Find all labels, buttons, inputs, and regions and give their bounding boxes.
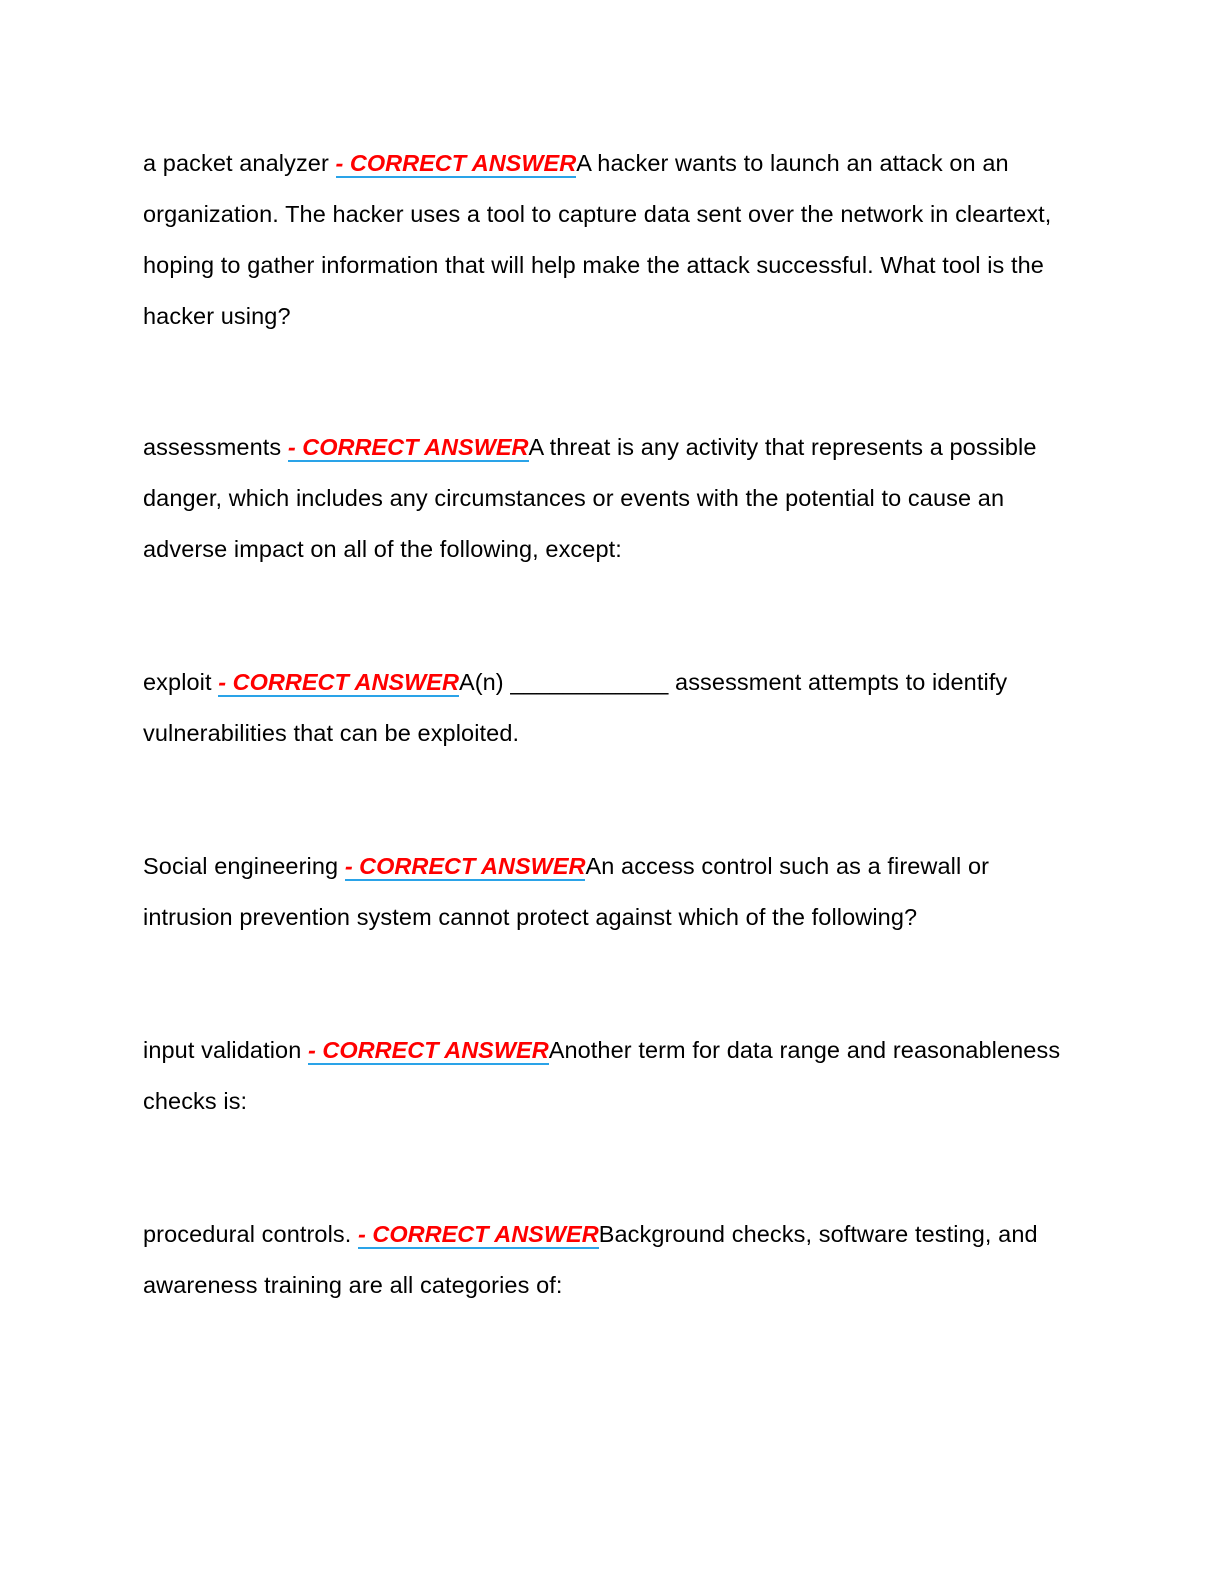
correct-answer-marker: - CORRECT ANSWER [218, 669, 459, 695]
qa-entry [143, 841, 1078, 943]
correct-answer-marker: - CORRECT ANSWER [344, 853, 586, 879]
answer-term: procedural controls. [143, 1221, 352, 1247]
question-text: Background checks, software testing, and awareness training are all categories of: [143, 1221, 1038, 1298]
qa-entry [143, 1209, 1078, 1311]
qa-entry [143, 657, 1078, 759]
question-text: An access control such as a firewall or intrusion prevention system cannot protect against which of the following? [143, 853, 990, 930]
qa-entry [143, 138, 1078, 342]
question-text: A threat is any activity that represents a possible danger, which includes any circumstances or events with the potential to cause an adverse impact on all of the following, except: [143, 434, 1037, 562]
answer-term: Social engineering [143, 853, 339, 879]
answer-term: a packet analyzer [143, 150, 329, 176]
question-text: A hacker wants to launch an attack on an organization. The hacker uses a tool to capture data sent over the network in cleartext, hoping to gather information that will help make the attack successful. What tool is the hacker using? [143, 150, 1052, 329]
correct-answer-marker: - CORRECT ANSWER [335, 150, 577, 176]
question-text: A(n) ____________ assessment attempts to identify vulnerabilities that can be exploited. [143, 669, 1008, 746]
document-page [143, 138, 1078, 1311]
answer-term: assessments [143, 434, 282, 460]
correct-answer-marker: - CORRECT ANSWER [287, 434, 529, 460]
answer-term: exploit [143, 669, 212, 695]
question-text: Another term for data range and reasonableness checks is: [143, 1037, 1061, 1114]
correct-answer-marker: - CORRECT ANSWER [358, 1221, 599, 1247]
qa-entry [143, 422, 1078, 575]
correct-answer-marker: - CORRECT ANSWER [308, 1037, 549, 1063]
qa-entry [143, 1025, 1078, 1127]
answer-term: input validation [143, 1037, 302, 1063]
